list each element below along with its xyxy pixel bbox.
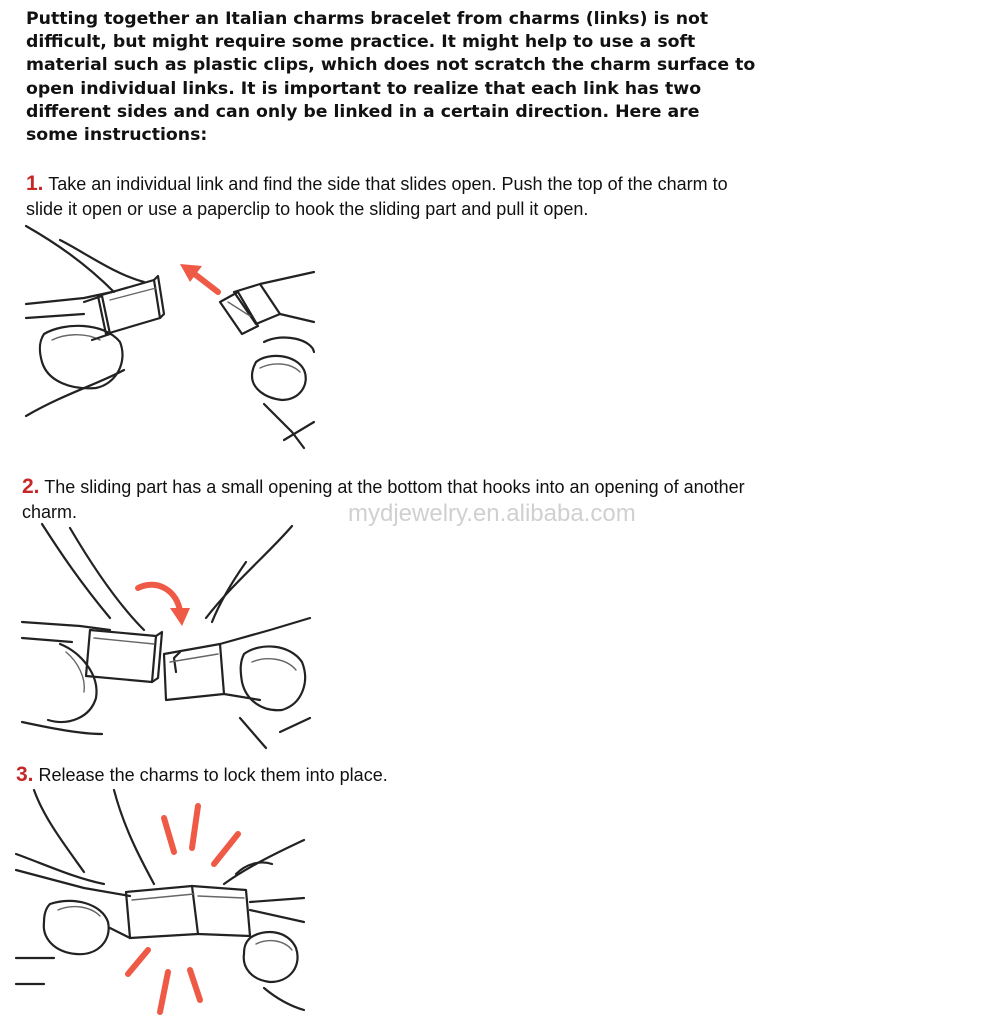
step-3-illustration — [14, 788, 306, 1020]
step-1-number: 1. — [26, 172, 44, 195]
step-2-text: The sliding part has a small opening at the bottom that hooks into an opening of another charm. — [22, 477, 745, 522]
step-2-illustration — [20, 522, 312, 752]
intro-paragraph: Putting together an Italian charms bracelet from charms (links) is not difficult, but might require some practice. It might help to use a soft material such as plastic clips, which does not scratch the charm surface to open individual links. It is important to realize that each link has two different sides and can only be linked in a certain direction. Here are some instructions: — [26, 9, 756, 146]
step-3-text: Release the charms to lock them into place. — [38, 765, 388, 785]
step-1-text: Take an individual link and find the side that slides open. Push the top of the charm to slide it open or use a paperclip to hook the sliding part and pull it open. — [26, 174, 728, 219]
step-1-illustration — [24, 222, 316, 450]
step-2-number: 2. — [22, 475, 40, 498]
watermark: mydjewelry.en.alibaba.com — [348, 500, 636, 527]
step-3 — [16, 762, 756, 788]
step-1 — [26, 171, 766, 222]
step-3-number: 3. — [16, 763, 34, 786]
